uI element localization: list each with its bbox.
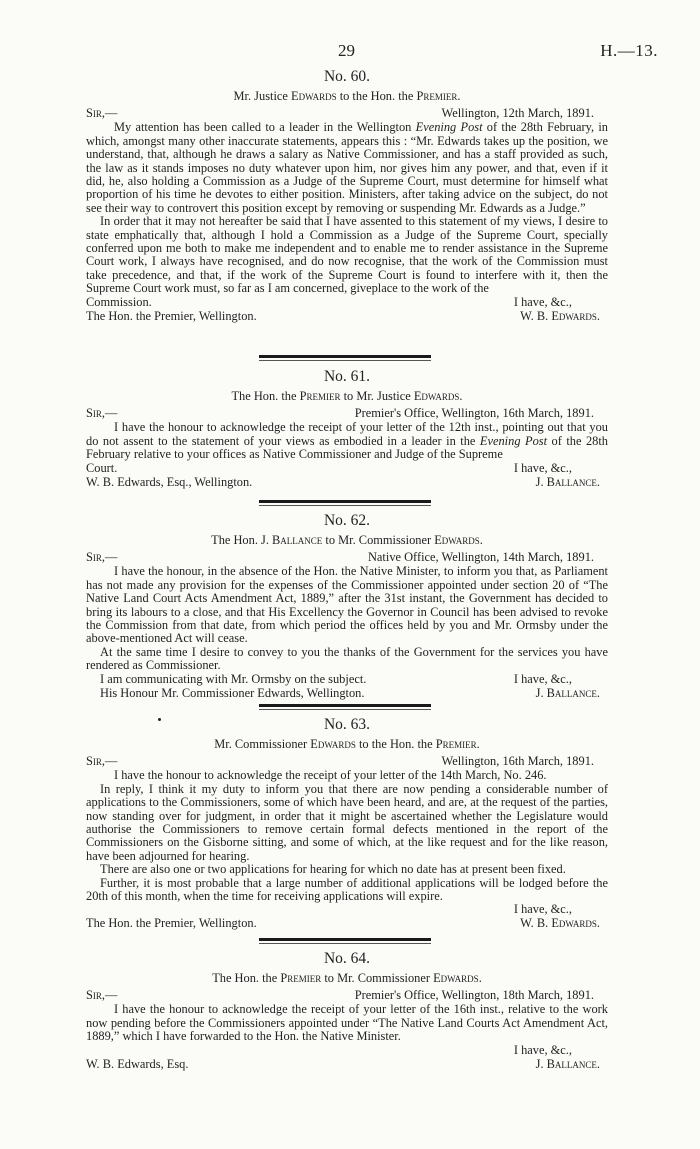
letter-title: Mr. Commissioner Edwards to the Hon. the Premier. bbox=[214, 737, 480, 751]
letter-number: No. 61. bbox=[323, 368, 371, 385]
letter-body bbox=[86, 1003, 608, 1043]
addressee: W. B. Edwards, Esq., Wellington. bbox=[86, 474, 253, 489]
letter-64 bbox=[86, 950, 608, 1072]
paragraph: In order that it may not hereafter be said that I have assented to this statement of my views, I desire to state emphatically that, although I hold a Commission as a Judge of the Supreme Court, specially conferred upon me both to make me independent and to enable me to render assistance in the Supreme Court work, I always have recognised, and do now recognise, that the work of the Commission must take precedence, and that, if the work of the Supreme Court is found to interfere with it, then the Supreme Court work must, so far as I am concerned, giveplace to the work of the bbox=[86, 214, 608, 296]
letter-header bbox=[86, 989, 608, 1003]
addressee: The Hon. the Premier, Wellington. bbox=[86, 916, 257, 931]
closing: I have, &c., bbox=[513, 1042, 572, 1057]
place-date: Native Office, Wellington, 14th March, 1891. bbox=[367, 550, 594, 565]
letter-63 bbox=[86, 716, 608, 931]
paragraph: In reply, I think it my duty to inform you that there are now pending a considerable number of applications to the Commissioners, some of which have been heard, and are, at the request of the parties, now standing over for judgment, in order that it might be ascertained whether the Legislature would authorise the Commissioners to remove certain formal defects mentioned in the report of the Commissioners on the Gisborne sitting, and some of which, at the like request and for the like reason, have been adjourned for hearing. bbox=[86, 781, 608, 863]
letter-title: The Hon. J. Ballance to Mr. Commissioner Edwards. bbox=[211, 533, 483, 547]
letter-number: No. 60. bbox=[323, 68, 371, 85]
place-date: Wellington, 16th March, 1891. bbox=[441, 754, 594, 769]
signature: J. Ballance. bbox=[535, 685, 600, 700]
letter-header bbox=[86, 407, 608, 421]
paragraph: At the same time I desire to convey to you the thanks of the Government for the services you have rendered as Commissioner. bbox=[86, 644, 608, 673]
paragraph: I have the honour to acknowledge the receipt of your letter of the 14th March, No. 246. bbox=[114, 768, 547, 783]
paragraph: Further, it is most probable that a large number of additional applications will be lodged before the 20th of this month, when the time for receiving applications will expire. bbox=[86, 875, 608, 904]
salutation: Sir,— bbox=[86, 754, 118, 769]
letter-60 bbox=[86, 68, 608, 324]
letter-body bbox=[86, 421, 608, 461]
letter-body bbox=[86, 769, 608, 903]
signature: W. B. Edwards. bbox=[520, 308, 600, 323]
salutation: Sir,— bbox=[86, 406, 118, 421]
signature: J. Ballance. bbox=[535, 474, 600, 489]
addressee: The Hon. the Premier, Wellington. bbox=[86, 308, 257, 323]
letter-62 bbox=[86, 512, 608, 701]
letter-body bbox=[86, 565, 608, 672]
section-divider bbox=[259, 938, 431, 941]
signature-line bbox=[86, 476, 608, 490]
addressee: His Honour Mr. Commissioner Edwards, Wellington. bbox=[100, 685, 365, 700]
salutation: Sir,— bbox=[86, 550, 118, 565]
paragraph: I have the honour to acknowledge the receipt of your letter of the 12th inst., pointing out that you do not assent to the statement of your views as embodied in a leader in the Evening Post of the 28th February relative to your offices as Native Commissioner and Judge of the Supreme bbox=[86, 420, 609, 462]
letter-header bbox=[86, 551, 608, 565]
closing: Commission. I have, &c., bbox=[86, 294, 572, 309]
paragraph: There are also one or two applications for hearing for which no date has at present been fixed. bbox=[100, 862, 566, 877]
signature: J. Ballance. bbox=[535, 1056, 600, 1071]
section-divider bbox=[259, 500, 431, 503]
paragraph: My attention has been called to a leader in the Wellington Evening Post of the 28th February, in which, amongst many other inaccurate statements, appears this : “Mr. Edwards takes up the position, we understand, that, although he draws a salary as Native Commissioner, and has a staff provided as such, the law as it stands imposes no duty whatever upon him, nor gives him any power, and that, even if it did, he, also holding a Commission as a Judge of the Supreme Court, must determine for himself what proportion of his time he devotes to either position. Ministers, after taking advice on the subject, do not see their way to controvert this position except by removing or suspending Mr. Edwards as a Judge.” bbox=[86, 120, 608, 215]
letter-header bbox=[86, 755, 608, 769]
section-divider bbox=[259, 704, 431, 707]
letter-number: No. 64. bbox=[323, 950, 371, 967]
salutation: Sir,— bbox=[86, 106, 118, 121]
closing: I have, &c., bbox=[513, 902, 572, 917]
place-date: Premier's Office, Wellington, 16th March, 1891. bbox=[354, 406, 594, 421]
newspaper-title: Evening Post bbox=[479, 433, 548, 448]
letter-title: The Hon. the Premier to Mr. Commissioner Edwards. bbox=[212, 971, 482, 985]
addressee: W. B. Edwards, Esq. bbox=[86, 1056, 189, 1071]
letter-title: The Hon. the Premier to Mr. Justice Edwards. bbox=[231, 389, 463, 403]
closing: I am communicating with Mr. Ormsby on the subject. I have, &c., bbox=[100, 671, 572, 686]
newspaper-title: Evening Post bbox=[415, 120, 483, 135]
signature: W. B. Edwards. bbox=[520, 916, 600, 931]
signature-line bbox=[86, 917, 608, 931]
letter-title: Mr. Justice Edwards to the Hon. the Premier. bbox=[233, 89, 461, 103]
section-divider bbox=[259, 355, 431, 358]
place-date: Premier's Office, Wellington, 18th March, 1891. bbox=[354, 988, 594, 1003]
salutation: Sir,— bbox=[86, 988, 118, 1003]
document-code: H.—13. bbox=[600, 41, 658, 60]
signature-line bbox=[86, 310, 608, 324]
paragraph: I have the honour to acknowledge the receipt of your letter of the 16th inst., relative to the work now pending before the Commissioners appointed under “The Native Land Courts Act Amendment Act, 1889,” which I have forwarded to the Hon. the Native Minister. bbox=[86, 1002, 608, 1044]
page-number: 29 bbox=[338, 41, 355, 60]
paragraph: I have the honour, in the absence of the Hon. the Native Minister, to inform you that, as Parliament has not made any provision for the expenses of the Commissioner appointed under section 20 of “The Native Land Court Acts Amendment Act, 1889,” after the 31st instant, the Government has decided to bring its labours to a close, and that His Excellency the Governor in Council has been advised to revoke the Commission from that date, from which period the offices held by you and Mr. Ormsby under the above-mentioned Act will cease. bbox=[86, 564, 608, 646]
closing: Court. I have, &c., bbox=[86, 460, 572, 475]
place-date: Wellington, 12th March, 1891. bbox=[441, 106, 594, 121]
letter-body bbox=[86, 121, 608, 295]
letter-number: No. 63. bbox=[323, 716, 371, 733]
letter-header bbox=[86, 107, 608, 121]
signature-line bbox=[86, 1058, 608, 1072]
letter-number: No. 62. bbox=[323, 512, 371, 529]
signature-line bbox=[86, 687, 608, 701]
letter-61 bbox=[86, 368, 608, 490]
